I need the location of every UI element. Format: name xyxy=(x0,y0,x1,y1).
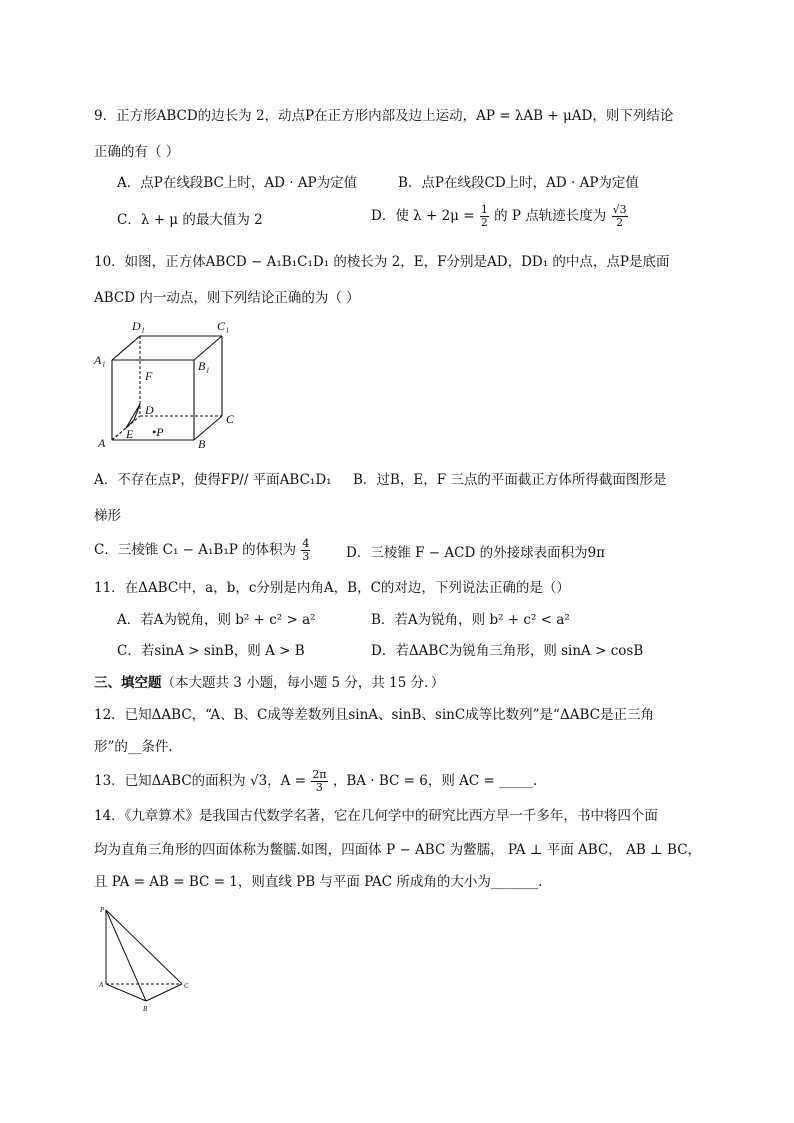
q9-option-d-middle: 的 P 点轨迹长度为 xyxy=(494,208,607,224)
q13-denominator: 3 xyxy=(315,781,323,794)
q9-line2: 正确的有（ ） xyxy=(94,144,180,160)
section-3-note: （本大题共 3 小题，每小题 5 分，共 15 分．） xyxy=(161,675,445,691)
q10-option-b-line1: B．过B，E，F 三点的平面截正方体所得截面图形是 xyxy=(353,472,667,488)
label-b1: B₁ xyxy=(198,359,210,373)
label-a: A xyxy=(98,436,106,450)
label-d1: D₁ xyxy=(132,319,145,333)
q9-option-c: C．λ + μ 的最大值为 2 xyxy=(117,212,263,228)
q13-line xyxy=(94,769,537,794)
cube-figure xyxy=(90,316,250,451)
q10-option-a: A．不存在点P，使得FP// 平面ABC₁D₁ xyxy=(94,472,332,488)
q13-numerator: 2π xyxy=(312,768,327,781)
q9-option-d-length-numerator: √3 xyxy=(612,203,627,216)
q11-option-a: A．若A为锐角，则 b² + c² > a² xyxy=(117,612,316,628)
q11-line1: 11．在ΔABC中，a，b，c分别是内角A，B，C的对边，下列说法正确的是（） xyxy=(94,580,570,596)
q11-option-c: C．若sinA > sinB，则 A > B xyxy=(117,643,305,659)
q14-line1: 14．《九章算术》是我国古代数学名著，它在几何学中的研究比西方早一千多年，书中将四个面 xyxy=(94,808,658,824)
q10-option-c-numerator: 4 xyxy=(302,537,310,550)
q12-line2: 形”的__条件. xyxy=(94,739,173,755)
q10-option-c-denominator: 3 xyxy=(302,550,310,563)
q11-option-d: D．若ΔABC为锐角三角形，则 sinA > cosB xyxy=(371,643,644,659)
q14-line3: 且 PA = AB = BC = 1，则直线 PB 与平面 PAC 所成角的大小为_______. xyxy=(94,874,543,890)
q9-option-d-fraction xyxy=(480,204,489,229)
q11-option-b: B．若A为锐角，则 b² + c² < a² xyxy=(371,612,570,628)
label-b: B xyxy=(143,1005,148,1013)
q9-option-d-denominator: 2 xyxy=(480,216,488,229)
q10-option-c-fraction xyxy=(301,538,310,563)
label-p: P xyxy=(100,906,105,914)
label-d: D xyxy=(145,403,154,417)
label-c: C xyxy=(184,982,189,990)
q9-option-b: B．点P在线段CD上时，AD · AP为定值 xyxy=(398,175,639,191)
q10-option-b-line2: 梯形 xyxy=(94,508,121,524)
q9-option-d-length-denominator: 2 xyxy=(616,216,624,229)
q9-option-d xyxy=(371,204,629,229)
q13-fraction xyxy=(311,769,327,794)
q9-option-d-numerator: 1 xyxy=(480,203,488,216)
label-b: B xyxy=(198,437,206,451)
section-3-title: 三、填空题 xyxy=(94,675,162,691)
q13-suffix: ，BA · BC = 6，则 AC = _____. xyxy=(332,773,538,789)
q14-line2: 均为直角三角形的四面体称为鳖臑.如图，四面体 P − ABC 为鳖臑， PA ⊥ 平面 ABC， AB ⊥ BC， xyxy=(94,842,702,858)
q9-option-a: A．点P在线段BC上时，AD · AP为定值 xyxy=(117,175,358,191)
q9-line1: 9．正方形ABCD的边长为 2，动点P在正方形内部及边上运动，AP = λAB + μAD，则下列结论 xyxy=(94,108,674,124)
section-3-heading xyxy=(94,673,444,693)
label-a: A xyxy=(99,981,104,989)
q12-line1: 12．已知ΔABC，“A、B、C成等差数列且sinA、sinB、sinC成等比数列”是“ΔABC是正三角 xyxy=(94,707,654,723)
q10-option-c-prefix: C．三棱锥 C₁ − A₁B₁P 的体积为 xyxy=(94,542,297,558)
label-a1: A₁ xyxy=(94,353,106,367)
label-e: E xyxy=(126,427,134,441)
q10-line2: ABCD 内一动点，则下列结论正确的为（ ） xyxy=(94,290,360,306)
q10-option-c xyxy=(94,538,311,563)
label-f: F xyxy=(145,369,153,383)
q13-prefix: 13．已知ΔABC的面积为 √3，A = xyxy=(94,773,307,789)
q9-option-d-prefix: D．使 λ + 2μ = xyxy=(371,208,475,224)
q10-option-d: D．三棱锥 F − ACD 的外接球表面积为9π xyxy=(346,545,606,561)
q9-option-d-length-fraction xyxy=(612,204,628,229)
label-p: •P xyxy=(152,425,164,439)
label-c1: C₁ xyxy=(217,319,230,333)
tetrahedron-figure xyxy=(96,902,206,1017)
label-c: C xyxy=(226,412,235,426)
q10-line1: 10．如图，正方体ABCD − A₁B₁C₁D₁ 的棱长为 2，E，F分别是AD，DD₁ 的中点，点P是底面 xyxy=(94,254,670,270)
